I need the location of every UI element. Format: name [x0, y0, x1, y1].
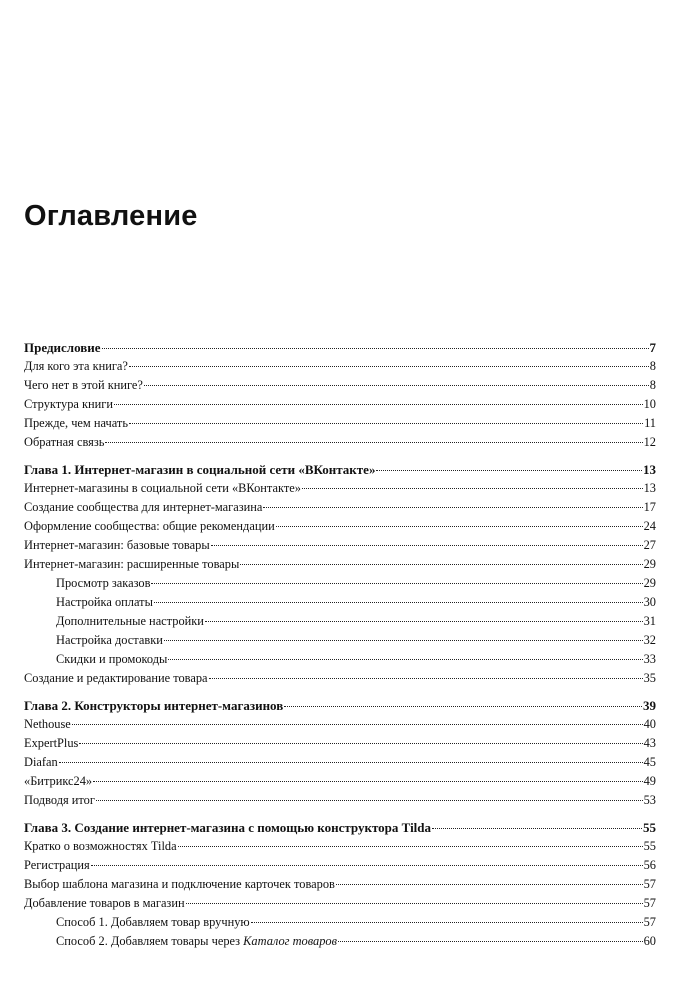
toc-section-item[interactable] — [24, 479, 656, 498]
dot-leader — [209, 678, 643, 679]
dot-leader — [72, 724, 643, 725]
toc-entry-title — [24, 856, 90, 875]
page-number: 32 — [643, 633, 656, 647]
toc-entry-text: «Битрикс24» — [24, 774, 93, 788]
dot-leader — [205, 621, 643, 622]
toc-entry-title — [24, 837, 177, 856]
toc-section-item[interactable] — [24, 433, 656, 452]
toc-entry-title — [24, 460, 375, 479]
dot-leader — [96, 800, 643, 801]
toc-entry-text: Дополнительные настройки — [56, 614, 204, 628]
toc-section-item[interactable] — [24, 856, 656, 875]
dot-leader — [93, 781, 642, 782]
toc-entry-title — [24, 791, 95, 810]
toc-entry-text: Способ 2. Добавляем товары через — [56, 934, 244, 948]
toc-entry-title — [24, 357, 128, 376]
toc-entry-title — [24, 479, 301, 498]
toc-chapter-heading[interactable] — [24, 338, 656, 357]
toc-entry-text: Регистрация — [24, 858, 90, 872]
toc-entry-text: Глава 2. Конструкторы интернет-магазинов — [24, 698, 284, 713]
toc-entry-title — [24, 696, 283, 715]
toc-subsection-item[interactable] — [24, 913, 656, 932]
toc-entry-text: Предисловие — [24, 340, 101, 355]
toc-chapter-heading[interactable] — [24, 696, 656, 715]
toc-entry-text: Чего нет в этой книге? — [24, 378, 143, 392]
toc-entry-title — [24, 433, 104, 452]
toc-subsection-item[interactable] — [24, 932, 656, 951]
dot-leader — [102, 348, 649, 349]
toc-section-item[interactable] — [24, 669, 656, 688]
page-number: 43 — [643, 736, 656, 750]
page-title: Оглавление — [24, 200, 198, 232]
toc-entry-title — [56, 631, 163, 650]
page-number: 55 — [643, 839, 656, 853]
toc-entry-text: Выбор шаблона магазина и подключение карточек товаров — [24, 877, 335, 891]
toc-entry-title — [56, 932, 337, 951]
dot-leader — [376, 470, 642, 471]
toc-entry-text: Способ 1. Добавляем товар вручную — [56, 915, 250, 929]
toc-entry-text: Глава 1. Интернет-магазин в социальной сети «ВКонтакте» — [24, 462, 376, 477]
toc-entry-text: Скидки и промокоды — [56, 652, 168, 666]
page-number: 11 — [644, 416, 656, 430]
page-number: 55 — [643, 820, 656, 835]
page-number: 17 — [643, 500, 656, 514]
toc-section-item[interactable] — [24, 498, 656, 517]
page-number: 60 — [643, 934, 656, 948]
toc-section-item[interactable] — [24, 772, 656, 791]
toc-entry-text: Настройка оплаты — [56, 595, 153, 609]
toc-subsection-item[interactable] — [24, 574, 656, 593]
toc-entry-text: Nethouse — [24, 717, 71, 731]
dot-leader — [263, 507, 642, 508]
toc-entry-text: Интернет-магазин: базовые товары — [24, 538, 210, 552]
dot-leader — [59, 762, 643, 763]
page-number: 27 — [643, 538, 656, 552]
toc-section-item[interactable] — [24, 734, 656, 753]
page-number: 40 — [643, 717, 656, 731]
toc-entry-italic-text: Каталог товаров — [243, 934, 337, 948]
toc-entry-text: Просмотр заказов — [56, 576, 151, 590]
toc-chapter-heading[interactable] — [24, 460, 656, 479]
toc-entry-text: Прежде, чем начать — [24, 416, 128, 430]
toc-section-item[interactable] — [24, 414, 656, 433]
toc-entry-title — [56, 574, 150, 593]
page-number: 30 — [643, 595, 656, 609]
toc-subsection-item[interactable] — [24, 631, 656, 650]
toc-entry-title — [24, 875, 335, 894]
toc-entry-title — [56, 612, 204, 631]
page-number: 57 — [643, 896, 656, 910]
dot-leader — [432, 828, 642, 829]
dot-leader — [336, 884, 643, 885]
dot-leader — [129, 366, 649, 367]
toc-section-item[interactable] — [24, 395, 656, 414]
page-number: 33 — [643, 652, 656, 666]
dot-leader — [186, 903, 643, 904]
toc-chapter-heading[interactable] — [24, 818, 656, 837]
toc-section-item[interactable] — [24, 715, 656, 734]
toc-section-item[interactable] — [24, 837, 656, 856]
dot-leader — [211, 545, 643, 546]
toc-entry-title — [24, 536, 210, 555]
toc-entry-title — [24, 818, 431, 837]
toc-section-item[interactable] — [24, 517, 656, 536]
page-number: 29 — [643, 557, 656, 571]
toc-section-item[interactable] — [24, 894, 656, 913]
table-of-contents — [24, 338, 656, 951]
dot-leader — [129, 423, 643, 424]
page-number: 45 — [643, 755, 656, 769]
dot-leader — [178, 846, 643, 847]
toc-entry-text: Подводя итог — [24, 793, 95, 807]
toc-entry-title — [56, 913, 250, 932]
toc-entry-text: Интернет-магазины в социальной сети «ВКонтакте» — [24, 481, 301, 495]
dot-leader — [144, 385, 649, 386]
toc-section-item[interactable] — [24, 791, 656, 810]
toc-entry-title — [24, 772, 92, 791]
toc-entry-title — [24, 376, 143, 395]
toc-entry-title — [24, 395, 113, 414]
page-number: 57 — [643, 915, 656, 929]
page-number: 8 — [649, 378, 656, 392]
toc-entry-title — [24, 669, 208, 688]
dot-leader — [151, 583, 642, 584]
toc-entry-text: Оформление сообщества: общие рекомендации — [24, 519, 275, 533]
toc-section-item[interactable] — [24, 536, 656, 555]
toc-entry-title — [24, 414, 128, 433]
toc-entry-text: Интернет-магазин: расширенные товары — [24, 557, 240, 571]
toc-entry-text: Структура книги — [24, 397, 113, 411]
dot-leader — [154, 602, 643, 603]
page-number: 7 — [649, 340, 656, 355]
toc-entry-text: Diafan — [24, 755, 58, 769]
page-number: 49 — [643, 774, 656, 788]
page-number: 13 — [643, 481, 656, 495]
toc-entry-text: Настройка доставки — [56, 633, 163, 647]
page-number: 24 — [643, 519, 656, 533]
toc-subsection-item[interactable] — [24, 650, 656, 669]
dot-leader — [105, 442, 642, 443]
toc-entry-text: Создание и редактирование товара — [24, 671, 208, 685]
toc-entry-text: Для кого эта книга? — [24, 359, 128, 373]
toc-entry-title — [56, 593, 153, 612]
toc-entry-title — [24, 498, 262, 517]
dot-leader — [276, 526, 643, 527]
toc-section-item[interactable] — [24, 753, 656, 772]
toc-entry-title — [24, 753, 58, 772]
toc-entry-title — [24, 894, 185, 913]
toc-entry-title — [24, 734, 78, 753]
toc-section-item[interactable] — [24, 875, 656, 894]
page-number: 12 — [643, 435, 656, 449]
toc-subsection-item[interactable] — [24, 612, 656, 631]
dot-leader — [114, 404, 643, 405]
page-number: 8 — [649, 359, 656, 373]
dot-leader — [79, 743, 642, 744]
toc-subsection-item[interactable] — [24, 593, 656, 612]
toc-entry-title — [24, 338, 101, 357]
dot-leader — [168, 659, 642, 660]
dot-leader — [164, 640, 643, 641]
page-number: 29 — [643, 576, 656, 590]
dot-leader — [91, 865, 643, 866]
toc-entry-title — [24, 715, 71, 734]
page-number: 39 — [643, 698, 656, 713]
dot-leader — [284, 706, 642, 707]
page-number: 56 — [643, 858, 656, 872]
toc-section-item[interactable] — [24, 555, 656, 574]
toc-entry-text: Добавление товаров в магазин — [24, 896, 185, 910]
dot-leader — [302, 488, 643, 489]
toc-section-item[interactable] — [24, 376, 656, 395]
dot-leader — [251, 922, 643, 923]
page-number: 53 — [643, 793, 656, 807]
page-number: 10 — [643, 397, 656, 411]
page-number: 35 — [643, 671, 656, 685]
dot-leader — [240, 564, 642, 565]
toc-entry-text: Создание сообщества для интернет-магазина — [24, 500, 263, 514]
dot-leader — [338, 941, 643, 942]
toc-entry-title — [56, 650, 167, 669]
toc-entry-text: Глава 3. Создание интернет-магазина с помощью конструктора Tilda — [24, 820, 432, 835]
page-number: 31 — [643, 614, 656, 628]
toc-section-item[interactable] — [24, 357, 656, 376]
toc-entry-title — [24, 555, 239, 574]
toc-entry-text: Обратная связь — [24, 435, 105, 449]
page-number: 57 — [643, 877, 656, 891]
toc-entry-title — [24, 517, 275, 536]
page-number: 13 — [643, 462, 656, 477]
toc-entry-text: Кратко о возможностях Tilda — [24, 839, 177, 853]
toc-entry-text: ExpertPlus — [24, 736, 79, 750]
